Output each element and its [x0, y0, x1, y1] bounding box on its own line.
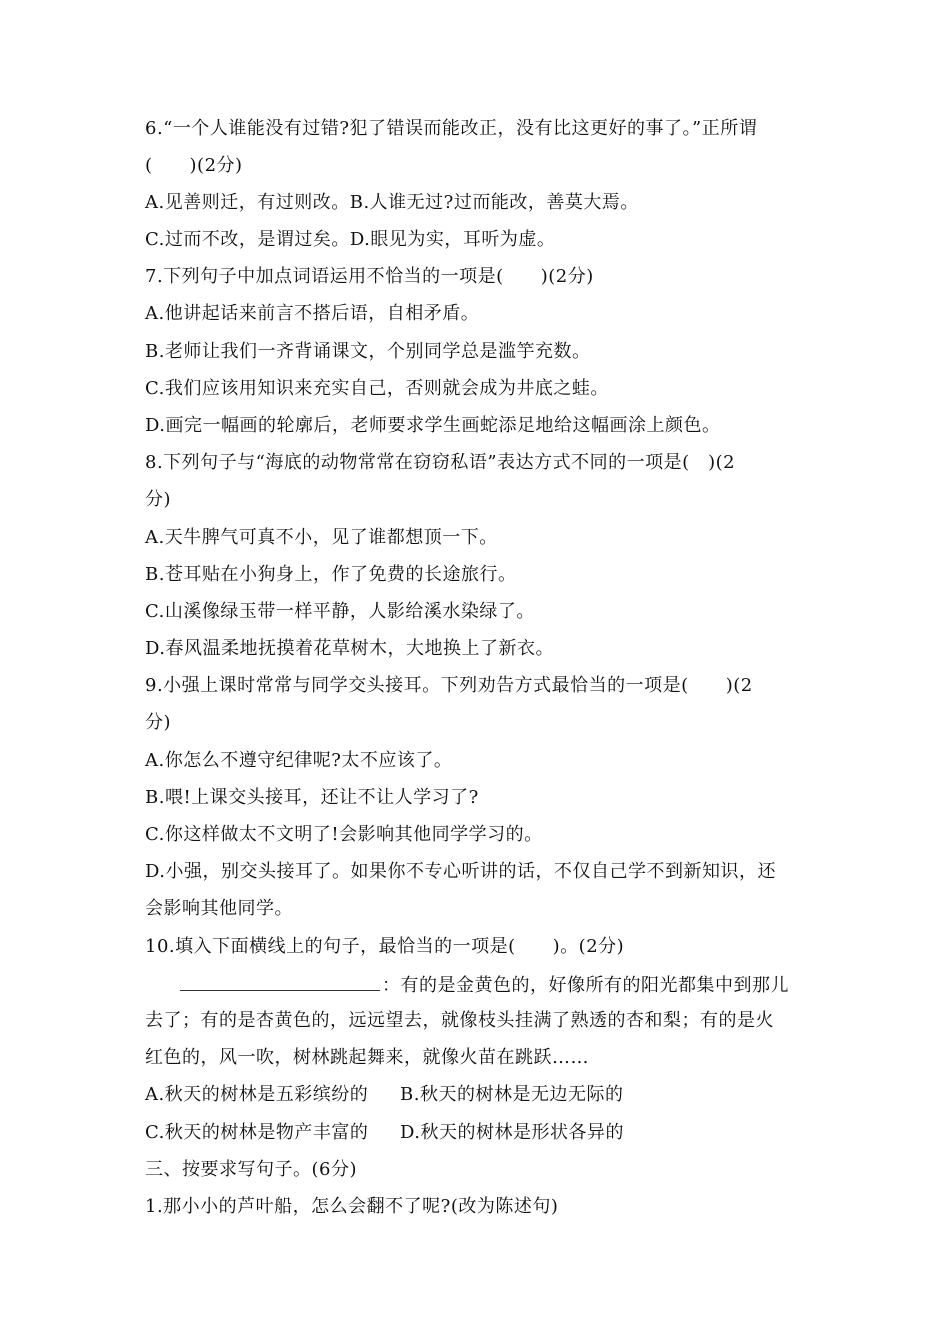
- fill-in-blank: [180, 972, 380, 991]
- q8-option-c: C.山溪像绿玉带一样平静，人影给溪水染绿了。: [145, 601, 535, 622]
- q7-option-d: D.画完一幅画的轮廓后，老师要求学生画蛇添足地给这幅画涂上颜色。: [145, 415, 721, 436]
- q8-stem-line1: 8.下列句子与“海底的动物常常在窃窃私语”表达方式不同的一项是( )(2: [145, 452, 736, 473]
- q9-stem-line2: 分): [145, 712, 172, 733]
- q9-option-d-line2: 会影响其他同学。: [145, 898, 293, 919]
- q9-option-b: B.喂!上课交头接耳，还让不让人学习了?: [145, 787, 479, 808]
- q8-option-a: A.天牛脾气可真不小，见了谁都想顶一下。: [145, 527, 498, 548]
- q10-passage-line1: [180, 972, 789, 998]
- q7-option-a: A.他讲起话来前言不搭后语，自相矛盾。: [145, 303, 480, 324]
- q7-option-c: C.我们应该用知识来充实自己，否则就会成为井底之蛙。: [145, 378, 609, 399]
- q6-options-a-b: A.见善则迁，有过则改。B.人谁无过?过而能改，善莫大焉。: [145, 192, 639, 213]
- q9-stem-line1: 9.小强上课时常常与同学交头接耳。下列劝告方式最恰当的一项是( )(2: [145, 675, 753, 696]
- q8-option-d: D.春风温柔地抚摸着花草树木，大地换上了新衣。: [145, 638, 555, 659]
- q9-option-d-line1: D.小强，别交头接耳了。如果你不专心听讲的话，不仅自己学不到新知识，还: [145, 861, 777, 882]
- q10-option-b: B.秋天的树林是无边无际的: [400, 1084, 624, 1105]
- q10-passage-text1: ：有的是金黄色的，好像所有的阳光都集中到那儿: [382, 975, 789, 996]
- q8-option-b: B.苍耳贴在小狗身上，作了免费的长途旅行。: [145, 564, 517, 585]
- q10-passage-line3: 红色的，风一吹，树林跳起舞来，就像火苗在跳跃……: [145, 1047, 589, 1068]
- q7-stem: 7.下列句子中加点词语运用不恰当的一项是( )(2分): [145, 266, 594, 287]
- section3-title: 三、按要求写句子。(6分): [145, 1159, 357, 1180]
- q10-options-row1: [145, 1083, 825, 1107]
- q8-stem-line2: 分): [145, 489, 172, 510]
- q10-option-a: A.秋天的树林是五彩缤纷的: [145, 1084, 369, 1105]
- q10-option-c: C.秋天的树林是物产丰富的: [145, 1122, 369, 1143]
- q6-stem-line2: ( )(2分): [145, 155, 243, 176]
- q10-stem: 10.填入下面横线上的句子，最恰当的一项是( )。(2分): [145, 936, 625, 957]
- q6-stem-line1: 6.“一个人谁能没有过错?犯了错误而能改正，没有比这更好的事了。”正所谓: [145, 118, 758, 139]
- q7-option-b: B.老师让我们一齐背诵课文，个别同学总是滥竽充数。: [145, 341, 591, 362]
- q9-option-a: A.你怎么不遵守纪律呢?太不应该了。: [145, 750, 453, 771]
- q9-option-c: C.你这样做太不文明了!会影响其他同学学习的。: [145, 824, 543, 845]
- q10-option-d: D.秋天的树林是形状各异的: [400, 1122, 625, 1143]
- section3-q1: 1.那小小的芦叶船，怎么会翻不了呢?(改为陈述句): [145, 1196, 559, 1217]
- q6-options-c-d: C.过而不改，是谓过矣。D.眼见为实，耳听为虚。: [145, 229, 556, 250]
- q10-passage-line2: 去了；有的是杏黄色的，远远望去，就像枝头挂满了熟透的杏和梨；有的是火: [145, 1010, 774, 1031]
- q10-options-row2: [145, 1121, 825, 1145]
